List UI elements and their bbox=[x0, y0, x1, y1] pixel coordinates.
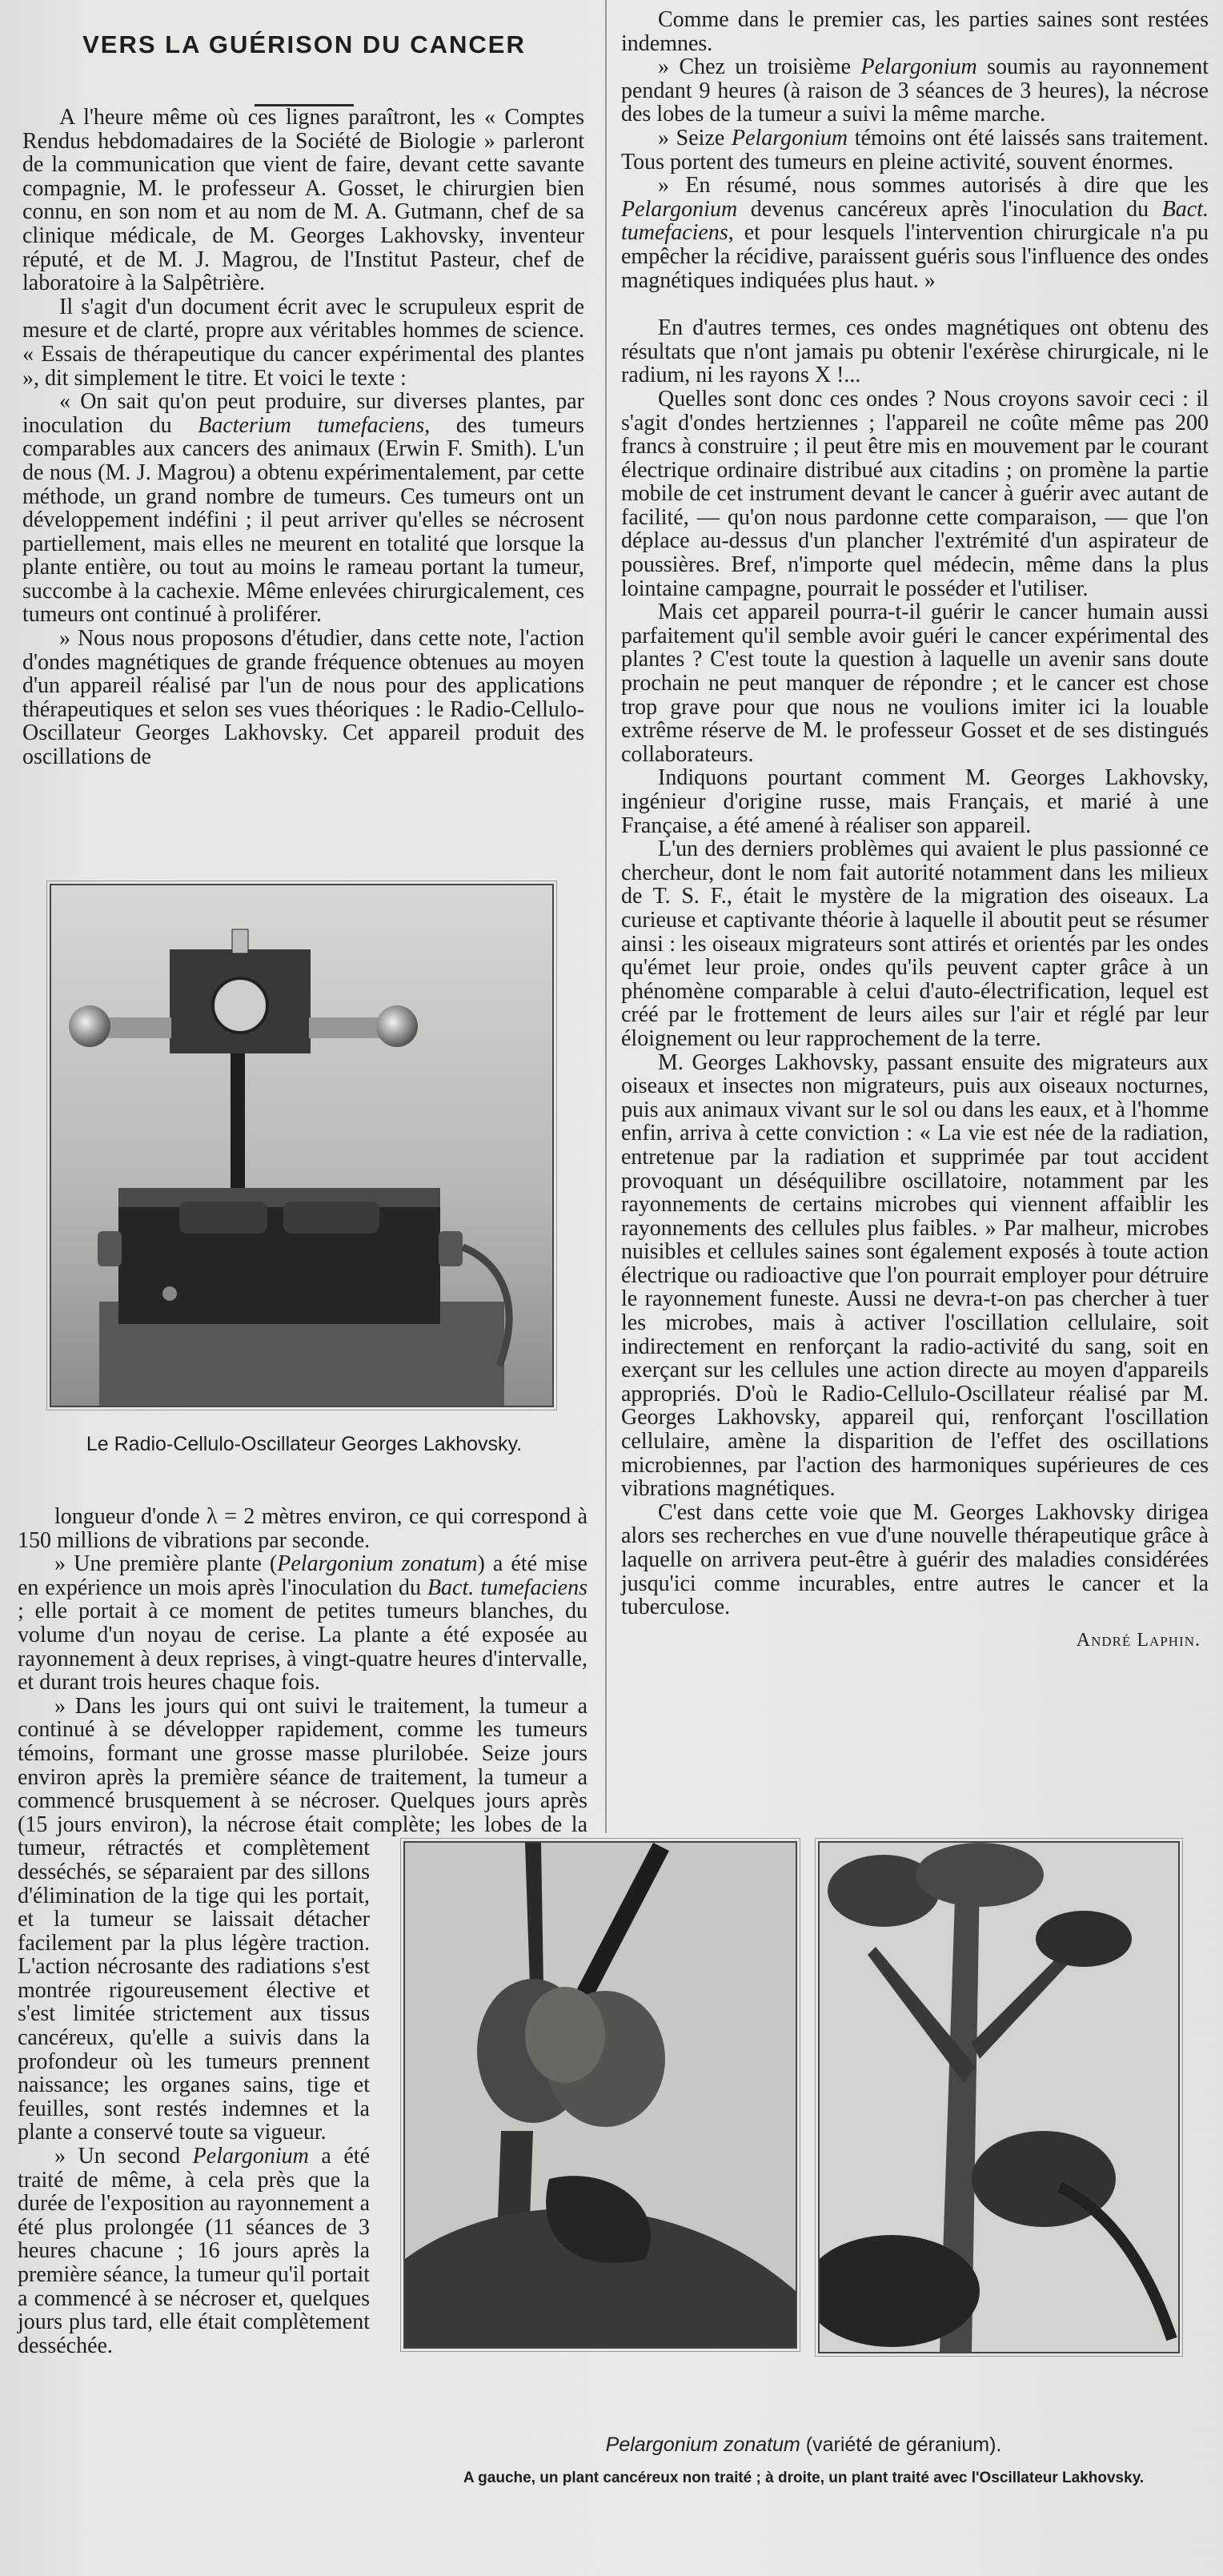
italic-term: Pelargonium bbox=[731, 125, 848, 150]
paragraph bbox=[22, 390, 584, 627]
text-run: Il s'agit d'un document écrit avec le scrupuleux esprit de mesure et de clarté, propre aux véritables hommes de science. « Essais de thérapeutique du cancer expérimental des plantes », dit simplement le titre. Et voici le texte : bbox=[22, 294, 584, 391]
paragraph bbox=[621, 1051, 1209, 1501]
species-name: Pelargonium zonatum bbox=[605, 2434, 800, 2456]
text-run: Indiquons pourtant comment M. Georges Lakhovsky, ingénieur d'origine russe, mais Français, et marié à une Française, a été amené à réaliser son appareil. bbox=[621, 765, 1209, 838]
italic-term: Bact. tumefaciens bbox=[427, 1575, 587, 1600]
text-run: ) a été mise en expérience un mois après l'inoculation du bbox=[18, 1551, 587, 1600]
paragraph bbox=[22, 295, 584, 390]
text-run: En d'autres termes, ces ondes magnétiques ont obtenu des résultats que n'ont jamais pu obtenir l'exérèse chirurgicale, ni le radium, ni les rayons X !... bbox=[621, 315, 1209, 388]
italic-term: Pelargonium bbox=[192, 2144, 309, 2169]
author-signature: André Laphin. bbox=[1076, 1629, 1201, 1651]
untreated-plant-photo bbox=[403, 1841, 797, 2349]
text-run: « On sait qu'on peut produire, sur diverses plantes, par inoculation du bbox=[22, 389, 584, 438]
paragraph bbox=[18, 1505, 587, 1552]
paragraph bbox=[621, 766, 1209, 837]
text-run: M. Georges Lakhovsky, passant ensuite des migrateurs aux oiseaux et insectes non migrateurs, puis aux oiseaux nocturnes, puis aux animaux vivant sur le sol ou dans les eaux, et à l'homme enfin, arriva à cette conviction : « La vie est née de la radiation, entretenue par la radiation et supprimée par tout accident provoquant un déséquilibre oscillatoire, notamment par les rayonnements de certains microbes qui viennent affaiblir les rayonnements des cellules plus faibles. » Par malheur, microbes nuisibles et cellules saines sont également exposés à toute action électrique ou radioactive que l'on pourrait employer pour détruire le rayonnement funeste. Aussi ne devra-t-on pas chercher à tuer les microbes, mais à activer l'oscillation cellulaire, soit indirectement en renforçant la radio-activité du sang, soit en exerçant sur les cellules une action directe au moyen d'appareils appropriés. D'où le Radio-Cellulo-Oscillateur réalisé par M. Georges Lakhovsky, appareil qui, renforçant l'oscillation cellulaire, amène la disparition de l'effet des oscillations microbiennes, par l'action des harmoniques supérieures de ces vibrations magnétiques. bbox=[621, 1049, 1209, 1502]
text-run: Mais cet appareil pourra-t-il guérir le cancer humain aussi parfaitement qu'il semble avoir guéri le cancer expérimental des plantes ? C'est toute la question à laquelle un avenir sans doute prochain ne peut manquer de répondre ; et le cancer est chose trop grave pour que nous ne voulions imiter ici la louable extrême réserve de M. le professeur Gosset et de ses distingués collaborateurs. bbox=[621, 600, 1209, 767]
text-run: témoins ont été laissés sans traitement. Tous portent des tumeurs en pleine activité, souvent énormes. bbox=[621, 125, 1209, 175]
treated-plant-image bbox=[820, 1843, 1178, 2352]
treated-plant-photo bbox=[818, 1841, 1180, 2353]
paragraph bbox=[621, 316, 1209, 387]
species-note: (variété de géranium). bbox=[800, 2434, 1002, 2456]
oscillator-photo bbox=[50, 884, 554, 1407]
text-run: longueur d'onde λ = 2 mètres environ, ce qui correspond à 150 millions de vibrations par seconde. bbox=[18, 1504, 587, 1553]
paragraph bbox=[22, 627, 584, 769]
paragraph bbox=[621, 1501, 1209, 1619]
text-run: A l'heure même où ces lignes paraîtront, les « Comptes Rendus hebdomadaires de la Société de Biologie » parleront de la communication que vient de faire, devant cette savante compagnie, M. le professeur A. Gosset, le chirurgien bien connu, en son nom et au nom de M. A. Gutmann, chef de sa clinique médicale, de M. Georges Lakhovsky, inventeur réputé, et de M. J. Magrou, de l'Institut Pasteur, chef de laboratoire à la Salpêtrière. bbox=[22, 105, 584, 296]
text-run: » En résumé, nous sommes autorisés à dire que les bbox=[658, 173, 1209, 199]
right-column bbox=[621, 8, 1209, 1652]
paragraph bbox=[18, 1552, 587, 1695]
paragraph bbox=[621, 174, 1209, 292]
text-run: » Chez un troisième bbox=[658, 54, 861, 80]
text-run: » Nous nous proposons d'étudier, dans cette note, l'action d'ondes magnétiques de grande fréquence obtenues au moyen d'un appareil réalisé par l'un de nous pour des applications thérapeutiques et selon ses vues théoriques : le Radio-Cellulo-Oscillateur Georges Lakhovsky. Cet appareil produit des oscillations de bbox=[22, 626, 584, 770]
text-run: » Seize bbox=[658, 125, 732, 150]
figure2-caption bbox=[384, 2434, 1223, 2457]
figure1-caption: Le Radio-Cellulo-Oscillateur Georges Lakhovsky. bbox=[86, 1433, 523, 1455]
text-run: L'un des derniers problèmes qui avaient le plus passionné ce chercheur, dont le nom fait autorité notamment dans les milieux de T. S. F., était le mystère de la migration des oiseaux. La curieuse et captivante théorie à laquelle il aboutit peut se résumer ainsi : les oiseaux migrateurs sont attirés et orientés par les ondes qu'émet leur proie, ondes qu'ils peuvent capter grâce à un phénomène comparable à celui d'auto-électrification, lequel est créé par le frottement de leurs ailes sur l'air et réglé par leur éloignement ou leur rapprochement de la terre. bbox=[621, 837, 1209, 1051]
text-run: » Dans les jours qui ont suivi le traitement, la tumeur a continué à se développer rapidement, comme les tumeurs témoins, formant une grosse masse plurilobée. Seize jours environ après la première séance de traitement, la tumeur a commencé brusquement à se nécroser. Quelques jours après (15 jours environ), la nécrose était complète; les lobes de la tumeur, rétractés et complètement desséchés, se séparaient par des sillons d'élimination de la tige qui les portait, et la tumeur se laissait détacher facilement par la plus légère traction. L'action nécrosante des radiations s'est montrée rigoureusement élective et s'est limitée strictement aux tissus cancéreux, qu'elle a suivis dans la profondeur où les tumeurs prennent naissance; les organes sains, tige et feuilles, sont restés indemnes et la plante a conservé toute sa vigueur. bbox=[18, 1693, 587, 2145]
paragraph bbox=[621, 8, 1209, 55]
right-column-paragraphs bbox=[621, 8, 1209, 1619]
italic-term: Bact. tumefaciens bbox=[621, 196, 1209, 246]
text-run: Comme dans le premier cas, les parties saines sont restées indemnes. bbox=[621, 7, 1209, 56]
italic-term: Pelargonium bbox=[860, 54, 977, 80]
italic-term: Pelargonium bbox=[621, 196, 738, 222]
oscillator-device-image bbox=[51, 885, 552, 1406]
italic-term: Pelargonium zonatum bbox=[277, 1551, 478, 1577]
text-run: ; elle portait à ce moment de petites tumeurs blanches, du volume d'un noyau de cerise. La plante a été exposée au rayonnement à deux reprises, à vingt-quatre heures d'intervalle, et durant trois heures chaque fois. bbox=[18, 1599, 587, 1695]
text-run: » Un second bbox=[54, 2144, 193, 2169]
text-run: a été traité de même, à cela près que la durée de l'exposition au rayonnement a été plus prolongée (11 séances de 3 heures chacune ; 16 jours après la première séance, la tumeur qu'il portait a commencé à se nécroser et, quelques jours plus tard, elle était complètement desséchée. bbox=[18, 2144, 371, 2358]
paragraph bbox=[621, 837, 1209, 1050]
paragraph bbox=[621, 55, 1209, 126]
text-run: soumis au rayonnement pendant 9 heures (à raison de 3 séances de 3 heures), la nécrose des lobes de la tumeur a suivi la même marche. bbox=[621, 54, 1209, 127]
cancerous-plant-image bbox=[405, 1843, 796, 2347]
text-run: » Une première plante ( bbox=[54, 1551, 278, 1577]
paragraph bbox=[621, 387, 1209, 600]
paragraph bbox=[22, 106, 584, 295]
text-run: devenus cancéreux après l'inoculation du bbox=[737, 196, 1162, 222]
text-run: , des tumeurs comparables aux cancers des animaux (Erwin F. Smith). L'un de nous (M. J. Magrou) a obtenu expérimentalement, par cette méthode, un grand nombre de tumeurs. Ces tumeurs ont un développement indéfini ; il peut arriver qu'elles se nécrosent partiellement, mais elles ne meurent en totalité que lorsque la plante entière, ou tout au moins le rameau portant la tumeur, succombe à la cachexie. Même enlevées chirurgicalement, ces tumeurs ont continué à proliférer. bbox=[22, 412, 584, 628]
paragraph bbox=[621, 600, 1209, 766]
left-column-top bbox=[22, 106, 584, 769]
italic-term: Bacterium tumefaciens bbox=[198, 412, 425, 438]
figure2-subcaption: A gauche, un plant cancéreux non traité ; à droite, un plant traité avec l'Oscillateur Lakhovsky. bbox=[463, 2470, 1145, 2486]
text-run: , et pour lesquels l'intervention chirurgicale n'a pu empêcher la récidive, paraissent guéris sous l'influence des ondes magnétiques indiquées plus haut. » bbox=[621, 220, 1209, 293]
article-title: VERS LA GUÉRISON DU CANCER bbox=[82, 30, 526, 58]
text-run: C'est dans cette voie que M. Georges Lakhovsky dirigea alors ses recherches en vue d'une nouvelle thérapeutique grâce à laquelle on arrivera peut-être à guérir des maladies considérées jusqu'ici comme incurables, entre autres le cancer et la tuberculose. bbox=[621, 1499, 1209, 1620]
paragraph bbox=[621, 126, 1209, 174]
text-run: Quelles sont donc ces ondes ? Nous croyons savoir ceci : il s'agit d'ondes hertziennes ; l'appareil ne coûte même pas 200 francs à construire ; il peut être mis en mouvement par le courant électrique ordinaire distribué aux citadins ; on promène la partie mobile de cet instrument devant le cancer à guérir avec autant de facilité, — qu'on nous pardonne cette comparaison, — que l'on déplace au-dessus d'un plancher l'extrémité d'un aspirateur de poussières. Bref, n'importe quel médecin, même dans la plus lointaine campagne, pourrait le posséder et l'utiliser. bbox=[621, 386, 1209, 601]
column-divider bbox=[605, 0, 607, 1833]
